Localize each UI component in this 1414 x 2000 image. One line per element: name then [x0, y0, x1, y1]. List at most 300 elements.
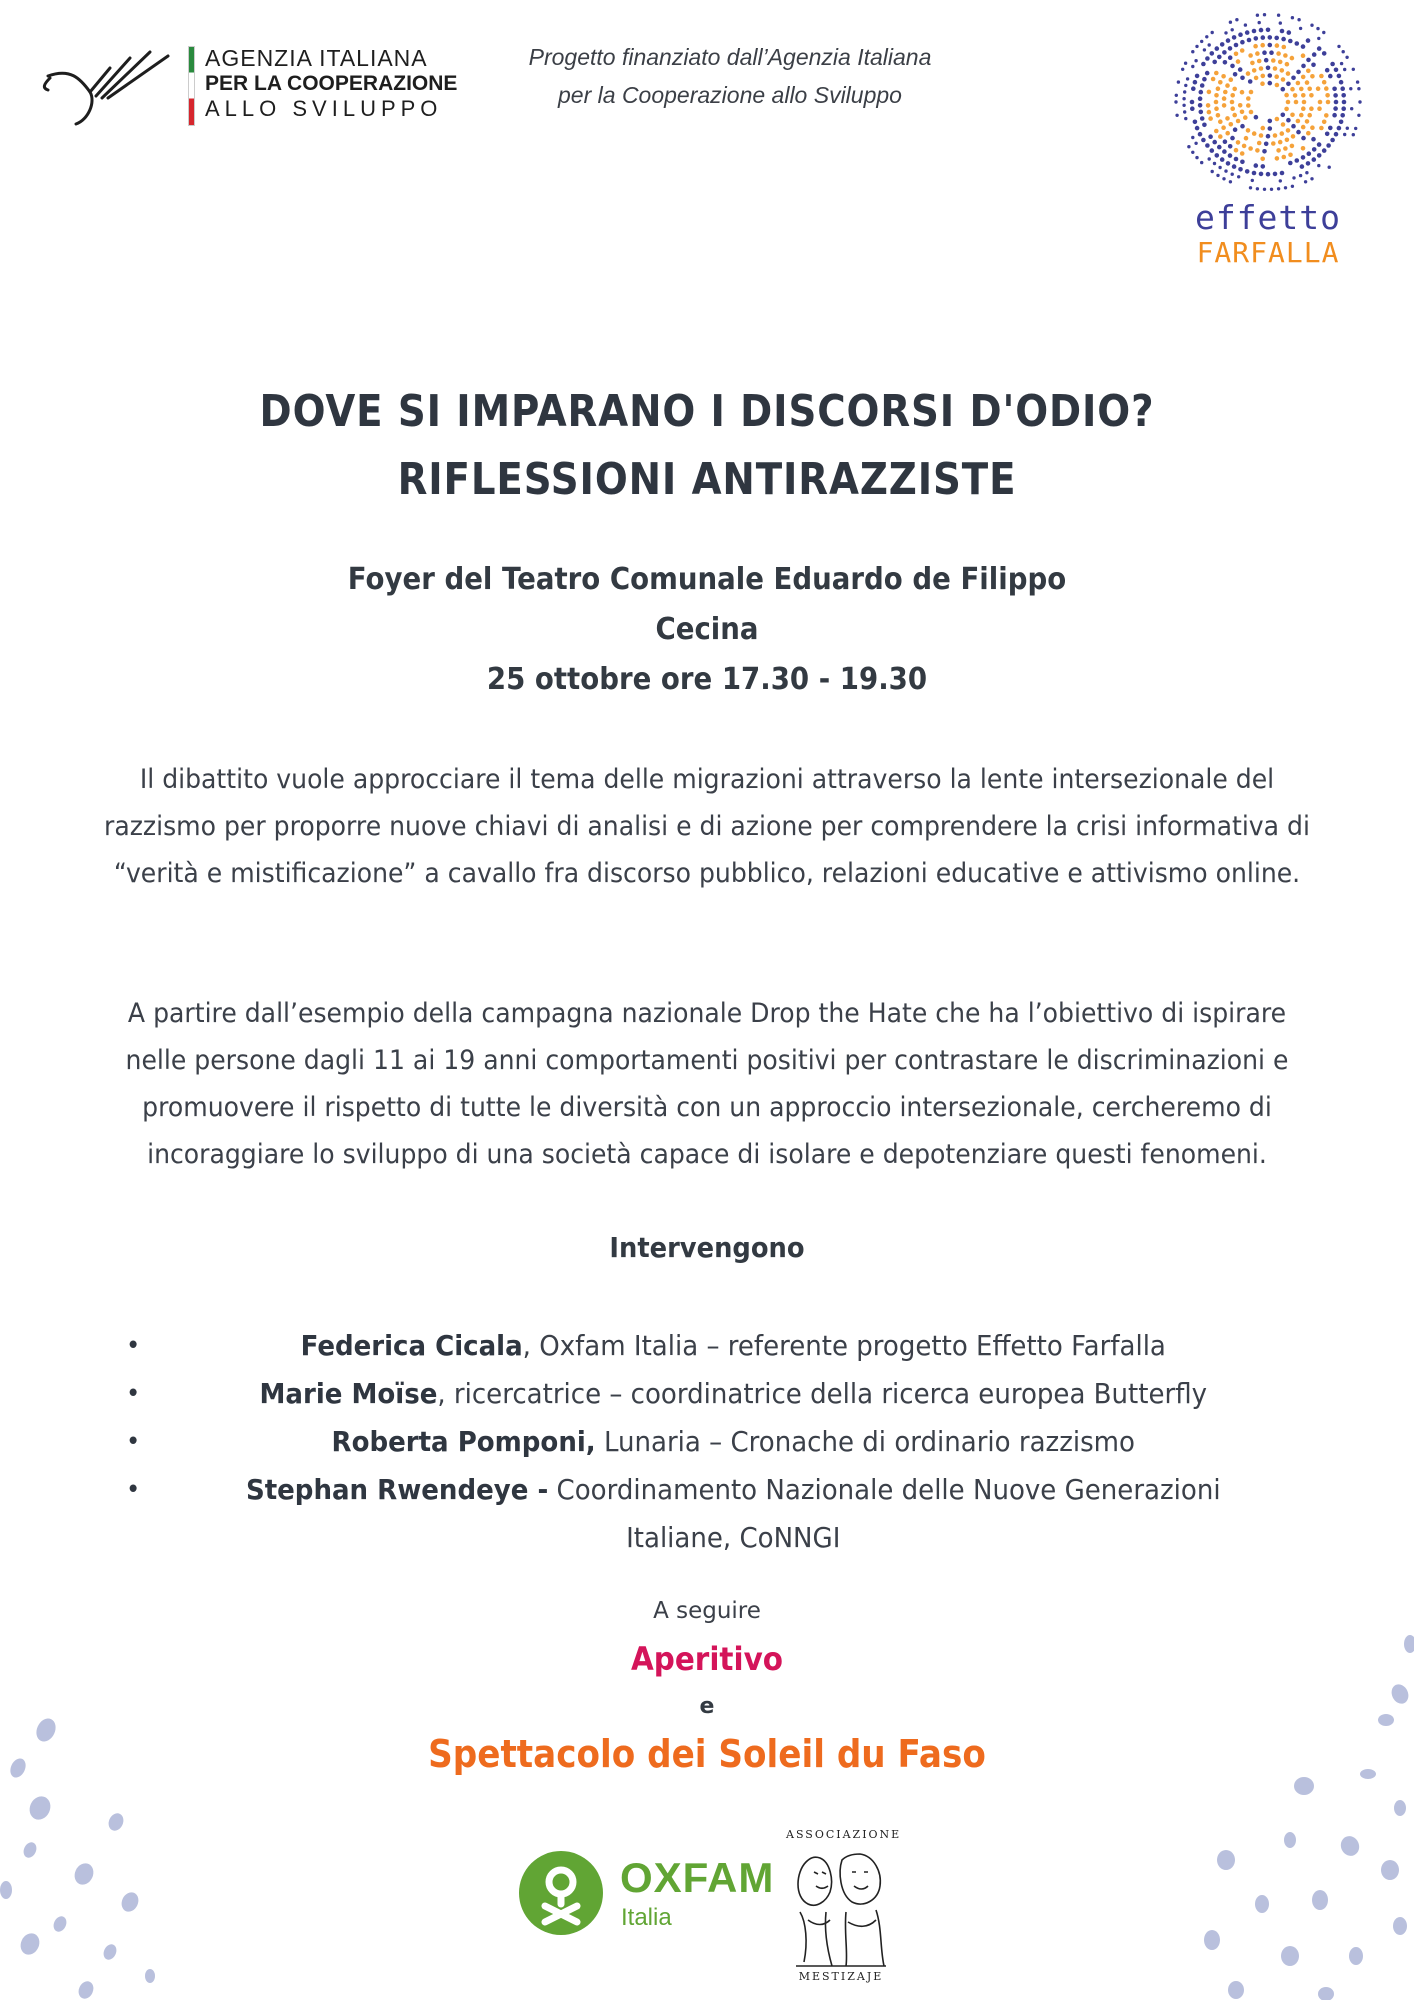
- logo-dot: [1269, 50, 1274, 55]
- logo-dot: [1301, 136, 1306, 141]
- logo-dot: [1257, 141, 1262, 146]
- logo-dot: [1316, 27, 1319, 30]
- logo-dot: [1259, 28, 1264, 33]
- logo-dot: [1333, 106, 1338, 111]
- logo-dot: [1252, 29, 1257, 34]
- logo-dot: [1273, 66, 1278, 71]
- logo-dot: [1346, 127, 1349, 130]
- venue-place: Foyer del Teatro Comunale Eduardo de Filippo: [347, 562, 1067, 597]
- logo-dot: [1184, 62, 1187, 65]
- logo-dot: [1216, 86, 1221, 91]
- logo-dot: [1273, 133, 1278, 138]
- logo-dot: [1236, 59, 1241, 64]
- speaker-name: Federica Cicala: [300, 1329, 523, 1362]
- logo-dot: [1181, 68, 1184, 71]
- logo-dot: [1281, 122, 1286, 127]
- logo-dot: [1291, 16, 1294, 19]
- logo-dot: [1200, 116, 1205, 121]
- logo-dot: [1280, 68, 1285, 73]
- logo-dot: [1305, 171, 1308, 174]
- logo-dot: [1268, 126, 1273, 131]
- logo-dot: [1220, 42, 1225, 47]
- oxfam-logo: [515, 1848, 775, 1938]
- logo-dot: [1339, 120, 1344, 125]
- logo-dot: [1286, 82, 1291, 87]
- logo-dot: [1337, 74, 1342, 79]
- logo-dot: [1177, 80, 1180, 83]
- logo-dot: [1201, 138, 1206, 143]
- logo-dot: [1345, 56, 1348, 59]
- mestizaje-top-text: ASSOCIAZIONE: [786, 1828, 902, 1841]
- logo-dot: [1280, 131, 1285, 136]
- logo-dot: [1319, 74, 1324, 79]
- logo-dot: [1280, 171, 1285, 176]
- logo-dot: [1186, 77, 1189, 80]
- bullet-icon: •: [125, 1331, 141, 1361]
- logo-dot: [1306, 69, 1311, 74]
- logo-dot: [1201, 62, 1206, 67]
- logo-dot: [1233, 127, 1238, 132]
- logo-dot: [1357, 114, 1360, 117]
- logo-dot: [1261, 126, 1266, 131]
- logo-dot: [1288, 153, 1293, 158]
- logo-dot: [1260, 157, 1265, 162]
- logo-dot: [1290, 144, 1295, 149]
- logo-dot: [1195, 45, 1198, 48]
- effetto-farfalla-logo: [1168, 10, 1368, 270]
- logo-dot: [1240, 40, 1245, 45]
- oxfam-name: OXFAM: [620, 1854, 775, 1901]
- logo-dot: [1276, 148, 1281, 153]
- logo-dot: [1301, 75, 1306, 80]
- speaker-name: Roberta Pomponi,: [331, 1425, 596, 1458]
- description-paragraph-1: Il dibattito vuole approcciare il tema delle migrazioni attraverso la lente intersezionale del razzismo per proporre nuove chiavi di analisi e di azione per comprendere la crisi informativa di “verità e mistificazione” a cavallo fra discorso pubblico, relazioni educative e attivismo online.: [104, 764, 1310, 889]
- logo-dot: [1317, 37, 1320, 40]
- logo-dot: [1306, 38, 1311, 43]
- logo-dot: [1334, 100, 1339, 105]
- logo-dot: [1290, 87, 1295, 92]
- logo-dot: [1304, 180, 1307, 183]
- logo-dot: [1222, 103, 1227, 108]
- logo-dot: [1208, 134, 1213, 139]
- logo-dot: [1296, 81, 1301, 86]
- logo-dot: [1332, 113, 1337, 118]
- logo-dot: [1244, 136, 1249, 141]
- logo-dot: [1191, 151, 1194, 154]
- logo-dot: [1206, 103, 1211, 108]
- logo-dot: [1317, 46, 1322, 51]
- logo-dot: [1307, 87, 1312, 92]
- logo-dot: [1262, 149, 1267, 154]
- logo-dot: [1256, 187, 1259, 190]
- logo-dot: [1302, 100, 1307, 105]
- logo-dot: [1213, 162, 1216, 165]
- logo-dot: [1291, 134, 1296, 139]
- logo-dot: [1334, 68, 1339, 73]
- venue-datetime: 25 ottobre ore 17.30 - 19.30: [486, 662, 928, 697]
- funded-line2: per la Cooperazione allo Sviluppo: [558, 82, 902, 108]
- logo-dot: [1262, 50, 1267, 55]
- logo-dot: [1295, 41, 1300, 46]
- logo-dot: [1273, 172, 1278, 177]
- logo-dot: [1343, 68, 1346, 71]
- logo-dot: [1193, 80, 1198, 85]
- funded-note: [480, 38, 980, 114]
- logo-dot: [1258, 21, 1261, 24]
- logo-dot: [1240, 90, 1245, 95]
- logo-dot: [1218, 119, 1223, 124]
- logo-dot: [1270, 188, 1273, 191]
- logo-dot: [1312, 157, 1317, 162]
- logo-dot: [1301, 106, 1306, 111]
- logo-dot: [1322, 120, 1327, 125]
- logo-dot: [1263, 13, 1266, 16]
- logo-dot: [1284, 186, 1287, 189]
- logo-dot: [1235, 18, 1238, 21]
- logo-dot: [1211, 170, 1214, 173]
- logo-dot: [1211, 31, 1214, 34]
- logo-dot: [1309, 106, 1314, 111]
- funded-line1: Progetto finanziato dall’Agenzia Italiana: [528, 44, 932, 70]
- logo-dot: [1307, 151, 1312, 156]
- logo-dot: [1350, 107, 1353, 110]
- logo-dot: [1240, 76, 1245, 81]
- aics-line1: AGENZIA ITALIANA: [205, 45, 428, 71]
- logo-dot: [1306, 58, 1311, 63]
- logo-dot: [1208, 43, 1211, 46]
- logo-dot: [1301, 93, 1306, 98]
- logo-dot: [1312, 52, 1317, 57]
- spettacolo-label: Spettacolo dei Soleil du Faso: [428, 1732, 986, 1776]
- dove-icon: [40, 40, 180, 130]
- logo-dot: [1284, 107, 1289, 112]
- logo-dot: [1283, 53, 1288, 58]
- logo-dot: [1326, 100, 1331, 105]
- speaker-name: Stephan Rwendeye -: [245, 1473, 549, 1506]
- logo-dot: [1198, 132, 1203, 137]
- logo-dot: [1191, 86, 1196, 91]
- logo-dot: [1263, 188, 1266, 191]
- logo-dot: [1286, 118, 1291, 123]
- logo-dot: [1234, 148, 1239, 153]
- logo-dot: [1286, 71, 1291, 76]
- speaker-item: [106, 1322, 1315, 1370]
- logo-dot: [1288, 161, 1293, 166]
- logo-dot: [1330, 62, 1335, 67]
- logo-dot: [1199, 110, 1204, 115]
- logo-dot: [1230, 136, 1235, 141]
- logo-dot: [1205, 35, 1208, 38]
- logo-dot: [1322, 148, 1327, 153]
- title-line1: DOVE SI IMPARANO I DISCORSI D'ODIO?: [259, 386, 1155, 437]
- venue-city: Cecina: [655, 612, 759, 647]
- logo-dot: [1277, 187, 1280, 190]
- logo-dot: [1288, 39, 1293, 44]
- logo-dot: [1240, 160, 1245, 165]
- logo-dot: [1230, 93, 1235, 98]
- logo-dot: [1225, 83, 1230, 88]
- logo-dot: [1266, 172, 1271, 177]
- logo-dot: [1279, 21, 1282, 24]
- event-title: [173, 378, 1241, 514]
- logo-dot: [1337, 126, 1342, 131]
- logo-dot: [1205, 143, 1210, 148]
- logo-dot: [1310, 177, 1313, 180]
- aics-line2: PER LA COOPERAZIONE: [205, 72, 458, 95]
- logo-dot: [1255, 148, 1260, 153]
- logo-dot: [1281, 113, 1286, 118]
- logo-dot: [1332, 87, 1337, 92]
- bullet-icon: •: [125, 1475, 141, 1505]
- logo-dot: [1231, 28, 1234, 31]
- logo-dot: [1299, 87, 1304, 92]
- logo-dot: [1301, 125, 1306, 130]
- logo-dot: [1291, 185, 1294, 188]
- logo-dot: [1190, 106, 1195, 111]
- logo-dot: [1325, 68, 1330, 73]
- bullet-icon: •: [125, 1427, 141, 1457]
- logo-dot: [1214, 129, 1219, 134]
- speaker-item: [106, 1466, 1315, 1562]
- logo-dot: [1312, 147, 1317, 152]
- logo-dot: [1322, 31, 1325, 34]
- logo-dot: [1325, 132, 1330, 137]
- logo-dot: [1211, 77, 1216, 82]
- logo-dot: [1222, 50, 1227, 55]
- logo-dot: [1210, 148, 1215, 153]
- logo-dot: [1290, 56, 1295, 61]
- logo-dot: [1238, 67, 1243, 72]
- logo-dot: [1287, 30, 1292, 35]
- logo-dot: [1200, 40, 1203, 43]
- logo-dot: [1340, 62, 1343, 65]
- logo-dot: [1294, 100, 1299, 105]
- logo-dot: [1205, 56, 1210, 61]
- logo-dot: [1261, 74, 1266, 79]
- logo-dot: [1266, 134, 1271, 139]
- logo-dot: [1296, 130, 1301, 135]
- logo-dot: [1252, 68, 1257, 73]
- title-line2: RIFLESSIONI ANTIRAZZISTE: [397, 454, 1017, 505]
- logo-dot: [1249, 186, 1252, 189]
- logo-dot: [1245, 169, 1250, 174]
- logo-dot: [1286, 100, 1291, 105]
- logo-dot: [1309, 93, 1314, 98]
- logo-dot: [1248, 53, 1253, 58]
- logo-dot: [1236, 119, 1241, 124]
- logo-dot: [1190, 100, 1195, 105]
- logo-dot: [1243, 115, 1248, 120]
- logo-dot: [1222, 149, 1227, 154]
- logo-dot: [1268, 43, 1273, 48]
- logo-dot: [1236, 140, 1241, 145]
- logo-dot: [1268, 119, 1273, 124]
- logo-dot: [1266, 28, 1271, 33]
- logo-dot: [1286, 128, 1291, 133]
- logo-dot: [1246, 128, 1251, 133]
- logo-dot: [1280, 29, 1285, 34]
- logo-dot: [1246, 96, 1251, 101]
- logo-dot: [1224, 169, 1227, 172]
- logo-dot: [1223, 60, 1228, 65]
- logo-dot: [1354, 127, 1357, 130]
- logo-dot: [1283, 146, 1288, 151]
- logo-dot: [1316, 86, 1321, 91]
- logo-dot: [1301, 64, 1306, 69]
- logo-dot: [1231, 173, 1234, 176]
- logo-dot: [1242, 144, 1247, 149]
- logo-dot: [1301, 53, 1306, 58]
- logo-dot: [1256, 14, 1259, 17]
- logo-dot: [1212, 140, 1217, 145]
- logo-dot: [1291, 76, 1296, 81]
- logo-dot: [1254, 36, 1259, 41]
- logo-dot: [1191, 65, 1194, 68]
- logo-dot: [1244, 23, 1247, 26]
- logo-dot: [1290, 113, 1295, 118]
- logo-dot: [1310, 24, 1313, 27]
- logo-dot: [1195, 156, 1198, 159]
- faces-illustration-icon: [786, 1842, 896, 1972]
- logo-dot: [1238, 32, 1243, 37]
- butterfly-dots-icon: [1168, 10, 1368, 200]
- logo-dot: [1340, 86, 1345, 91]
- description-paragraph-2: A partire dall’esempio della campagna nazionale Drop the Hate che ha l’obiettivo di ispirare nelle persone dagli 11 ai 19 anni comportamenti positivi per contrastare le discriminazioni e promuovere il rispetto di tutte le diversità con un approccio intersezionale, cercheremo di incoraggiare lo sviluppo di una società capace di isolare e depotenziare questi fenomeni.: [125, 998, 1289, 1170]
- logo-dot: [1214, 100, 1219, 105]
- logo-dot: [1268, 35, 1273, 40]
- logo-dot: [1305, 80, 1310, 85]
- logo-dot: [1228, 144, 1233, 149]
- logo-dot: [1317, 153, 1322, 158]
- logo-dot: [1322, 51, 1327, 56]
- logo-dot: [1341, 106, 1346, 111]
- speaker-role: Lunaria – Cronache di ordinario razzismo: [595, 1425, 1135, 1458]
- logo-dot: [1254, 76, 1259, 81]
- logo-dot: [1301, 44, 1306, 49]
- logo-dot: [1285, 138, 1290, 143]
- logo-dot: [1264, 58, 1269, 63]
- logo-dot: [1223, 90, 1228, 95]
- logo-dot: [1229, 21, 1232, 24]
- logo-dot: [1328, 126, 1333, 131]
- logo-dot: [1238, 103, 1243, 108]
- logo-dot: [1237, 175, 1240, 178]
- logo-dot: [1250, 61, 1255, 66]
- logo-dot: [1232, 113, 1237, 118]
- logo-dot: [1341, 93, 1346, 98]
- mestizaje-logo: [786, 1828, 902, 1993]
- logo-dot: [1259, 66, 1264, 71]
- logo-dot: [1195, 126, 1200, 131]
- logo-dot: [1251, 179, 1254, 182]
- logo-dot: [1240, 48, 1245, 53]
- bullet-icon: •: [125, 1379, 141, 1409]
- logo-dot: [1284, 93, 1289, 98]
- logo-dot: [1259, 133, 1264, 138]
- logo-dot: [1324, 86, 1329, 91]
- logo-dot: [1306, 131, 1311, 136]
- logo-dot: [1175, 94, 1178, 97]
- logo-dot: [1324, 113, 1329, 118]
- logo-dot: [1246, 71, 1251, 76]
- logo-dot: [1217, 145, 1222, 150]
- logo-dot: [1291, 124, 1296, 129]
- logo-dot: [1220, 157, 1225, 162]
- logo-dot: [1340, 113, 1345, 118]
- logo-dot: [1328, 166, 1331, 169]
- logo-dot: [1208, 116, 1213, 121]
- logo-dot: [1275, 43, 1280, 48]
- logo-dot: [1293, 93, 1298, 98]
- logo-dot: [1198, 103, 1203, 108]
- logo-dot: [1240, 110, 1245, 115]
- logo-dot: [1322, 80, 1327, 85]
- logo-dot: [1226, 161, 1231, 166]
- logo-dot: [1281, 87, 1286, 92]
- logo-dot: [1184, 84, 1187, 87]
- logo-dot: [1266, 66, 1271, 71]
- logo-dot: [1317, 142, 1322, 147]
- logo-dot: [1229, 122, 1234, 127]
- logo-dot: [1292, 176, 1295, 179]
- logo-dot: [1221, 125, 1226, 130]
- logo-dot: [1275, 117, 1280, 122]
- logo-dot: [1214, 71, 1219, 76]
- speaker-role: Coordinamento Nazionale delle Nuove Generazioni Italiane, CoNNGI: [548, 1473, 1221, 1554]
- logo-dot: [1254, 163, 1259, 168]
- logo-dot: [1300, 164, 1305, 169]
- logo-dot: [1334, 132, 1339, 137]
- logo-dot: [1319, 126, 1324, 131]
- logo-dot: [1278, 60, 1283, 65]
- logo-dot: [1261, 164, 1266, 169]
- logo-dot: [1218, 134, 1223, 139]
- logo-dot: [1339, 80, 1344, 85]
- logo-dot: [1216, 174, 1219, 177]
- logo-dot: [1212, 60, 1217, 65]
- logo-dot: [1199, 90, 1204, 95]
- speaker-item: [106, 1418, 1315, 1466]
- logo-dot: [1337, 45, 1340, 48]
- logo-dot: [1306, 161, 1311, 166]
- logo-word-effetto: effetto: [1194, 198, 1342, 237]
- logo-dot: [1228, 153, 1233, 158]
- logo-dot: [1317, 164, 1320, 167]
- event-venue: [149, 555, 1266, 705]
- logo-dot: [1224, 31, 1227, 34]
- logo-dot: [1253, 44, 1258, 49]
- logo-dot: [1247, 38, 1252, 43]
- logo-dot: [1187, 145, 1190, 148]
- logo-dot: [1311, 137, 1316, 142]
- logo-dot: [1274, 74, 1279, 79]
- logo-dot: [1296, 119, 1301, 124]
- logo-dot: [1296, 70, 1301, 75]
- logo-dot: [1174, 100, 1177, 103]
- logo-dot: [1277, 14, 1280, 17]
- aics-logo: [40, 40, 480, 130]
- logo-dot: [1356, 80, 1359, 83]
- logo-dot: [1343, 133, 1346, 136]
- logo-dot: [1238, 167, 1243, 172]
- logo-dot: [1233, 72, 1238, 77]
- logo-dot: [1191, 136, 1194, 139]
- speaker-role: , ricercatrice – coordinatrice della ricerca europea Butterfly: [437, 1377, 1208, 1410]
- logo-dot: [1234, 157, 1239, 162]
- logo-dot: [1310, 125, 1315, 130]
- logo-dot: [1318, 100, 1323, 105]
- logo-dot: [1317, 106, 1322, 111]
